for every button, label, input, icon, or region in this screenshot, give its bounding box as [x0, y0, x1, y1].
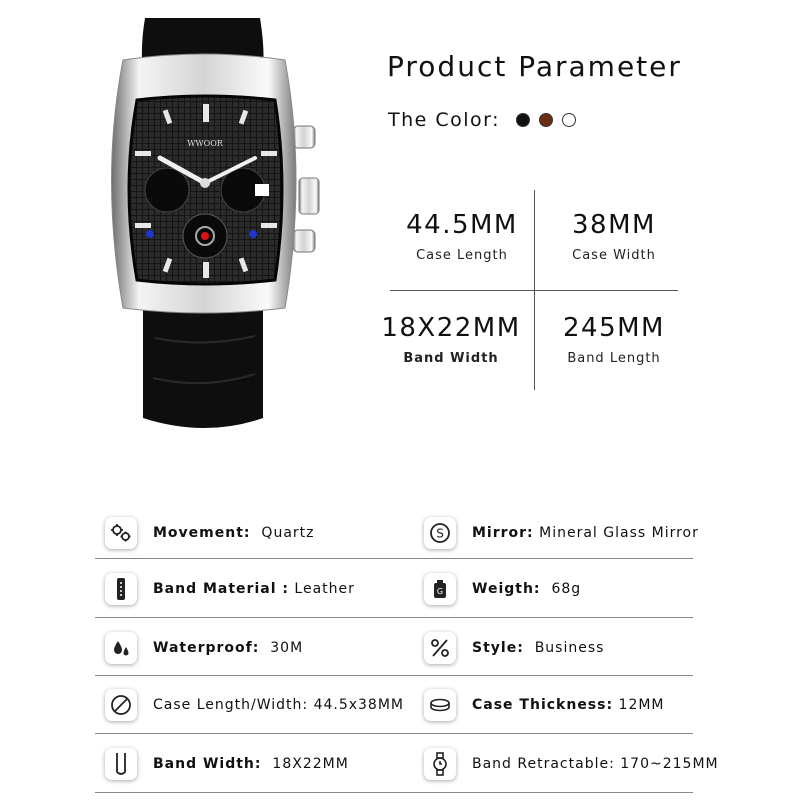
attr-key: Band Material :	[153, 581, 289, 597]
attr-value: Leather	[294, 581, 355, 597]
gears-icon	[105, 517, 137, 549]
mirror-s-icon	[424, 517, 456, 549]
svg-text:S: S	[436, 526, 444, 541]
row-divider	[95, 617, 693, 618]
attr-band-width	[105, 748, 349, 780]
attr-mirror	[424, 517, 699, 549]
color-swatch-black[interactable]	[516, 113, 530, 127]
spec-value: 245MM	[563, 313, 665, 343]
attr-value: Quartz	[261, 525, 315, 541]
color-swatch-white[interactable]	[562, 113, 576, 127]
no-circle-icon	[105, 689, 137, 721]
row-divider	[95, 675, 693, 676]
attr-key: Style:	[472, 640, 524, 656]
row-divider	[95, 558, 693, 559]
attr-value: 44.5x38MM	[313, 697, 404, 713]
attr-key: Band Width:	[153, 756, 262, 772]
attr-value: 12MM	[618, 697, 665, 713]
watch-icon	[424, 748, 456, 780]
spec-case-width	[539, 210, 689, 263]
spec-label: Band Width	[403, 351, 499, 366]
attr-case-length-width	[105, 689, 404, 721]
attr-value: 30M	[270, 640, 304, 656]
spec-label: Case Length	[416, 248, 508, 263]
attr-band-retractable	[424, 748, 719, 780]
spec-value: 38MM	[572, 210, 656, 240]
water-drop-icon	[105, 632, 137, 664]
attr-key: Mirror:	[472, 525, 534, 541]
case-thickness-icon	[424, 689, 456, 721]
attr-value: 170~215MM	[620, 756, 719, 772]
band-outline-icon	[105, 748, 137, 780]
weight-icon	[424, 573, 456, 605]
band-strap-icon	[105, 573, 137, 605]
watch-product-image	[95, 18, 335, 433]
attr-value: 18X22MM	[272, 756, 349, 772]
attr-waterproof	[105, 632, 303, 664]
color-label: The Color:	[388, 109, 501, 131]
spec-band-width	[376, 313, 526, 366]
spec-label: Case Width	[572, 248, 656, 263]
row-divider	[95, 733, 693, 734]
spec-label: Band Length	[567, 351, 661, 366]
attr-value: Business	[534, 640, 605, 656]
svg-text:G: G	[436, 587, 444, 596]
attr-movement	[105, 517, 315, 549]
attr-key: Movement:	[153, 525, 251, 541]
attr-key: Weigth:	[472, 581, 541, 597]
color-options	[388, 109, 576, 131]
attr-band-material	[105, 573, 355, 605]
attr-value: 68g	[551, 581, 582, 597]
spec-value: 44.5MM	[406, 210, 518, 240]
spec-band-length	[539, 313, 689, 366]
attr-value: Mineral Glass Mirror	[539, 525, 699, 541]
attr-weight	[424, 573, 581, 605]
page-title: Product Parameter	[387, 50, 682, 83]
attr-key: Waterproof:	[153, 640, 260, 656]
attr-key: Case Thickness:	[472, 697, 614, 713]
attr-case-thickness	[424, 689, 665, 721]
attr-key: Case Length/Width:	[153, 697, 309, 713]
row-divider	[95, 792, 693, 793]
specs-divider-horizontal	[390, 290, 678, 291]
attr-key: Band Retractable:	[472, 756, 615, 772]
attr-style	[424, 632, 604, 664]
spec-case-length	[387, 210, 537, 263]
spec-value: 18X22MM	[381, 313, 521, 343]
percent-icon	[424, 632, 456, 664]
watch-brand-text: WWOOR	[187, 139, 223, 148]
color-swatch-brown[interactable]	[539, 113, 553, 127]
